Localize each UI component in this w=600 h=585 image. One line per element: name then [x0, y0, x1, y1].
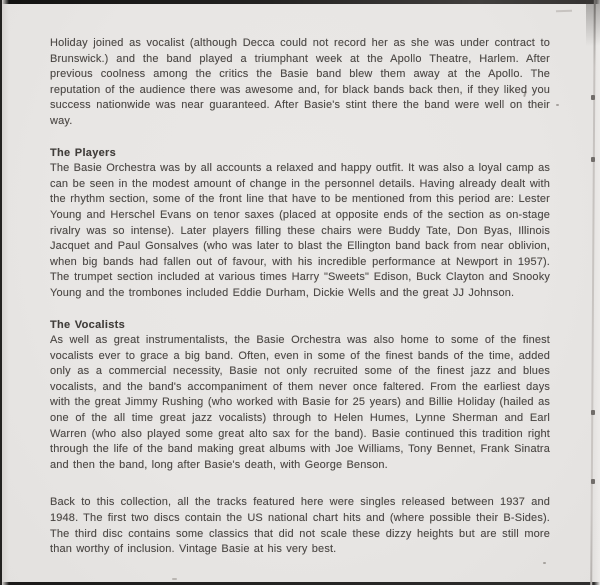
section-heading-the-vocalists: The Vocalists: [50, 318, 125, 331]
fold-tick-mark: [591, 479, 595, 484]
scan-scratch-mark: [556, 10, 572, 13]
paragraph-the-players: The Basie Orchestra was by all accounts a relaxed and happy outfit. It was also a loyal camp as can be seen in the modest amount of change in the personnel details. Having already dealt with the rhythm section, some of the front line that have to be mentioned from this period are: Lester Young and Herschel Evans on tenor saxes (placed at opposite ends of the section as on-stage rivalry was so intense). Later players filling these chairs were Buddy Tate, Don Byas, Illinois Jacquet and Paul Gonsalves (who was later to blast the Ellington band back from near oblivion, when big bands had fallen out of favour, with his incredible performance at Newport in 1957). The trumpet section included at various times Harry "Sweets" Edison, Buck Clayton and Snooky Young and the trombones included Eddie Durham, Dickie Wells and the great JJ Johnson.: [50, 162, 550, 299]
fold-tick-mark: [591, 95, 595, 100]
paragraph-the-vocalists: As well as great instrumentalists, the Basie Orchestra was also home to some of the finest vocalists ever to grace a big band. Often, even in some of the finest bands of the time, added only as a commercial necessity, Basie not only recruited some of the finest jazz and blues vocalists, and the band's accompaniment of them never once faltered. From the earliest days with the great Jimmy Rushing (who worked with Basie for 25 years) and Billie Holiday (hailed as one of the all time great jazz vocalists) through to Helen Humes, Lynne Sherman and Earl Warren (who also played some great alto sax for the band). Basie continued this tradition right through the life of the band making great albums with Joe Williams, Tony Bennet, Frank Sinatra and then the band, long after Basie's death, with George Benson.: [50, 334, 550, 471]
scan-speck: [172, 578, 177, 580]
fold-tick-mark: [591, 410, 595, 415]
page-top-edge: [0, 0, 600, 4]
left-edge-shadow: [2, 0, 9, 585]
section-heading-the-players: The Players: [50, 146, 117, 159]
scan-speck: [556, 104, 559, 106]
fold-tick-mark: [591, 157, 595, 162]
paragraph-collection-summary: Back to this collection, all the tracks featured here were singles released between 1937 and 1948. The first two discs contain the US national chart hits and (where possible their B-Sides). The third disc contains some classics that did not scale these dizzy heights but are still more than worthy of inclusion. Vintage Basie at his very best.: [50, 496, 550, 556]
top-right-corner-smudge: [586, 0, 600, 46]
liner-notes-text: [50, 36, 550, 558]
paragraph-holiday-apollo: Holiday joined as vocalist (although Decca could not record her as she was under contract to Brunswick.) and the band played a triumphant week at the Apollo Theatre, Harlem. After previous coolness among the critics the Basie band blew them away at the Apollo. The reputation of the audience there was awesome and, for black bands back then, if they liked you success nationwide was near guaranteed. After Basie's stint there the band were well on their way.: [50, 37, 550, 127]
scan-speck: [543, 562, 546, 564]
